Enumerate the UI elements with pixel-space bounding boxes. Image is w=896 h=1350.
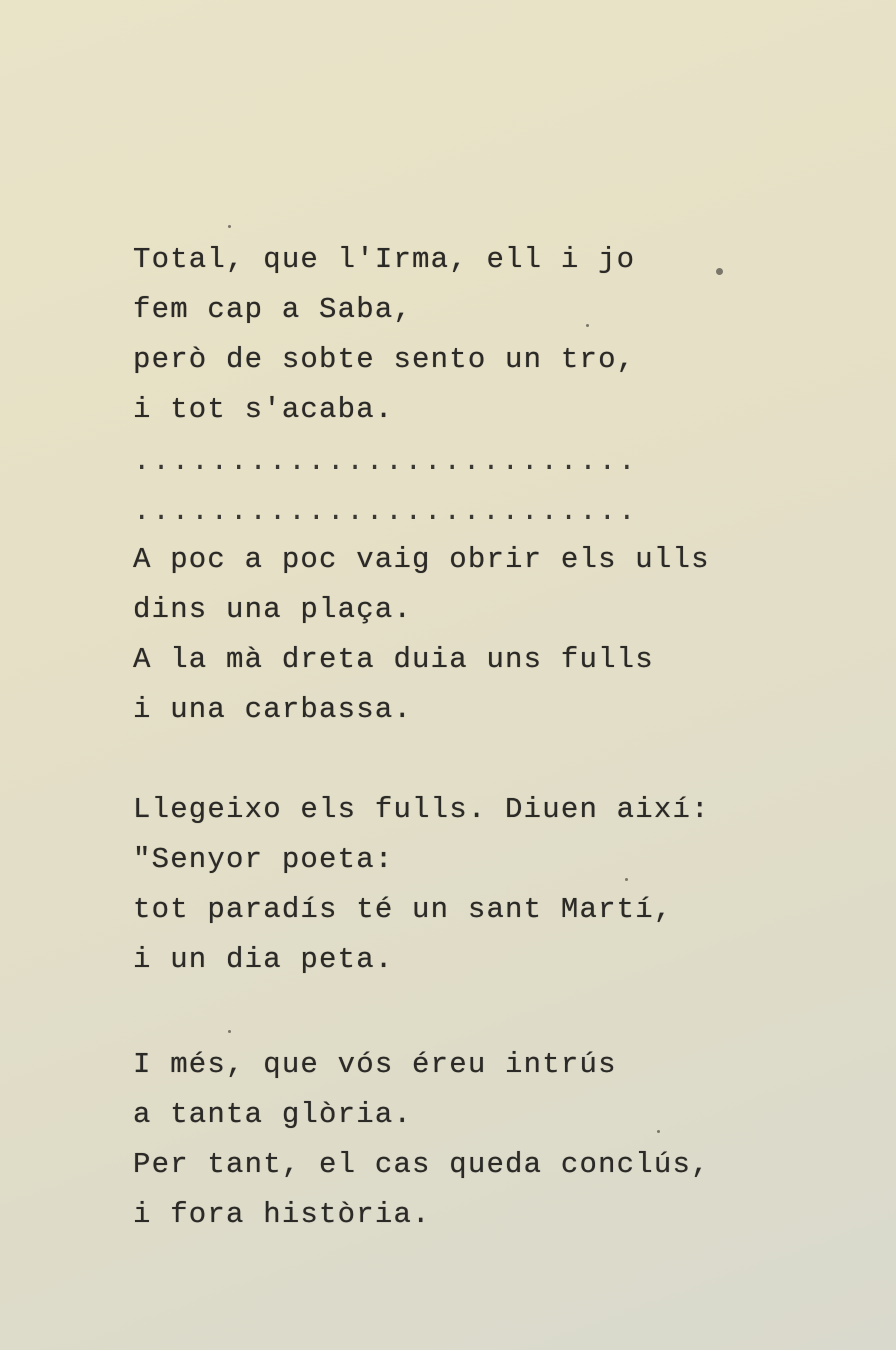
paper-speck [228,225,231,228]
verse-line: Llegeixo els fulls. Diuen així: [133,793,710,826]
verse-line: i fora història. [133,1198,431,1231]
verse-line: Total, que l'Irma, ell i jo [133,243,636,276]
stanza-4 [133,1040,710,1240]
verse-line: i una carbassa. [133,693,413,726]
verse-line: Per tant, el cas queda conclús, [133,1148,710,1181]
paper-speck [625,878,628,881]
verse-line: dins una plaça. [133,593,413,626]
verse-line: "Senyor poeta: [133,843,394,876]
verse-line: fem cap a Saba, [133,293,413,326]
verse-line: I més, que vós éreu intrús [133,1048,617,1081]
paper-speck [657,1130,660,1133]
verse-line: A la mà dreta duia uns fulls [133,643,654,676]
paper-speck [716,268,723,275]
verse-line: a tanta glòria. [133,1098,413,1131]
stanza-2 [133,535,710,735]
verse-line: però de sobte sento un tro, [133,343,636,376]
paper-speck [228,1030,231,1033]
verse-line: tot paradís té un sant Martí, [133,893,673,926]
paper-speck [586,324,589,327]
dot-leader-line: .......................... [133,445,638,478]
stanza-3 [133,785,710,985]
verse-line: A poc a poc vaig obrir els ulls [133,543,710,576]
verse-line: i un dia peta. [133,943,394,976]
dot-leader-line: .......................... [133,495,638,528]
stanza-1 [133,235,635,435]
dotted-separator [133,437,637,537]
verse-line: i tot s'acaba. [133,393,394,426]
